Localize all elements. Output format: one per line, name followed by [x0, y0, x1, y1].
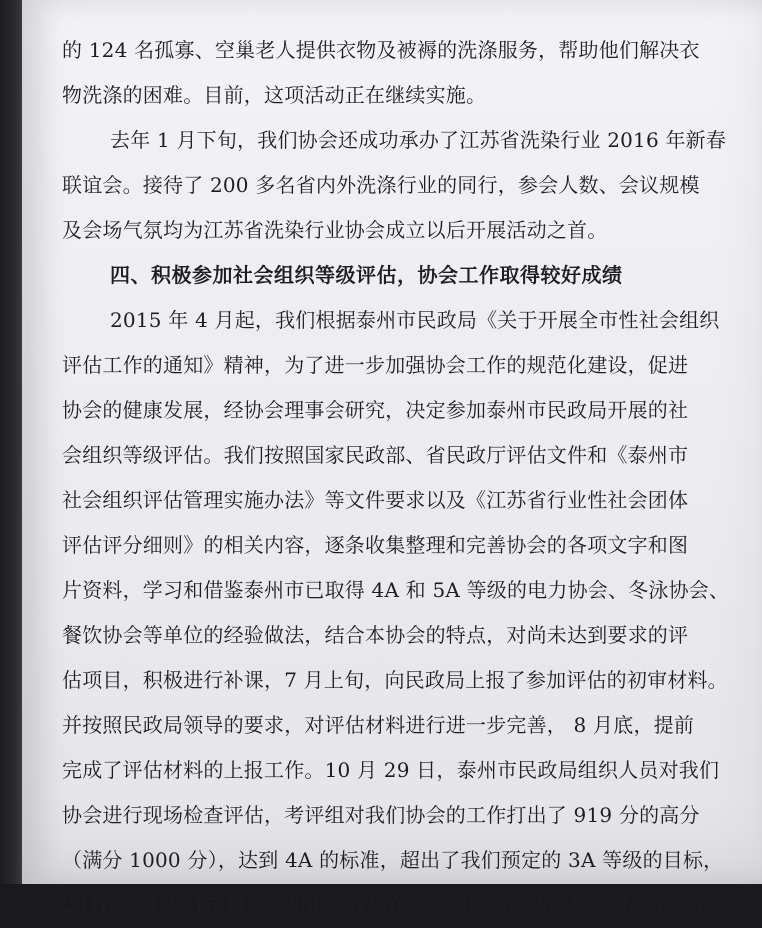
text-line: 2016 年 1 月 15 日，泰州市民政局在金陵国际大酒店二楼聚贤厅举行了隆 — [62, 893, 731, 917]
text-line: 协会进行现场检查评估，考评组对我们协会的工作打出了 919 分的高分 — [62, 803, 700, 827]
text-line: 去年 1 月下旬，我们协会还成功承办了江苏省洗染行业 2016 年新春 — [110, 128, 727, 152]
text-line: 会组织等级评估。我们按照国家民政部、省民政厅评估文件和《泰州市 — [62, 443, 689, 467]
document-body — [62, 28, 731, 928]
text-line: 及会场气氛均为江苏省洗染行业协会成立以后开展活动之首。 — [62, 218, 608, 242]
text-line: 协会的健康发展，经协会理事会研究，决定参加泰州市民政局开展的社 — [62, 398, 689, 422]
text-line: 评估工作的通知》精神，为了进一步加强协会工作的规范化建设，促进 — [62, 353, 689, 377]
text-line: 估项目，积极进行补课，7 月上旬，向民政局上报了参加评估的初审材料。 — [62, 668, 728, 692]
text-line: （满分 1000 分），达到 4A 的标准，超出了我们预定的 3A 等级的目标， — [62, 848, 724, 872]
text-line: 并按照民政局领导的要求，对评估材料进行进一步完善， 8 月底，提前 — [62, 713, 695, 737]
text-line: 联谊会。接待了 200 多名省内外洗涤行业的同行，参会人数、会议规模 — [62, 173, 700, 197]
section-heading: 四、积极参加社会组织等级评估，协会工作取得较好成绩 — [110, 263, 623, 287]
text-line: 餐饮协会等单位的经验做法，结合本协会的特点，对尚未达到要求的评 — [62, 623, 689, 647]
text-line: 2015 年 4 月起，我们根据泰州市民政局《关于开展全市性社会组织 — [110, 308, 720, 332]
text-line: 物洗涤的困难。目前，这项活动正在继续实施。 — [62, 83, 487, 107]
text-line: 完成了评估材料的上报工作。10 月 29 日，泰州市民政局组织人员对我们 — [62, 758, 720, 782]
text-line: 的 124 名孤寡、空巢老人提供衣物及被褥的洗涤服务，帮助他们解决衣 — [62, 38, 700, 62]
text-line: 社会组织评估管理实施办法》等文件要求以及《江苏省行业性社会团体 — [62, 488, 689, 512]
document-page — [22, 0, 762, 917]
text-line: 评估评分细则》的相关内容，逐条收集整理和完善协会的各项文字和图 — [62, 533, 689, 557]
text-line: 片资料，学习和借鉴泰州市已取得 4A 和 5A 等级的电力协会、冬泳协会、 — [62, 578, 730, 602]
